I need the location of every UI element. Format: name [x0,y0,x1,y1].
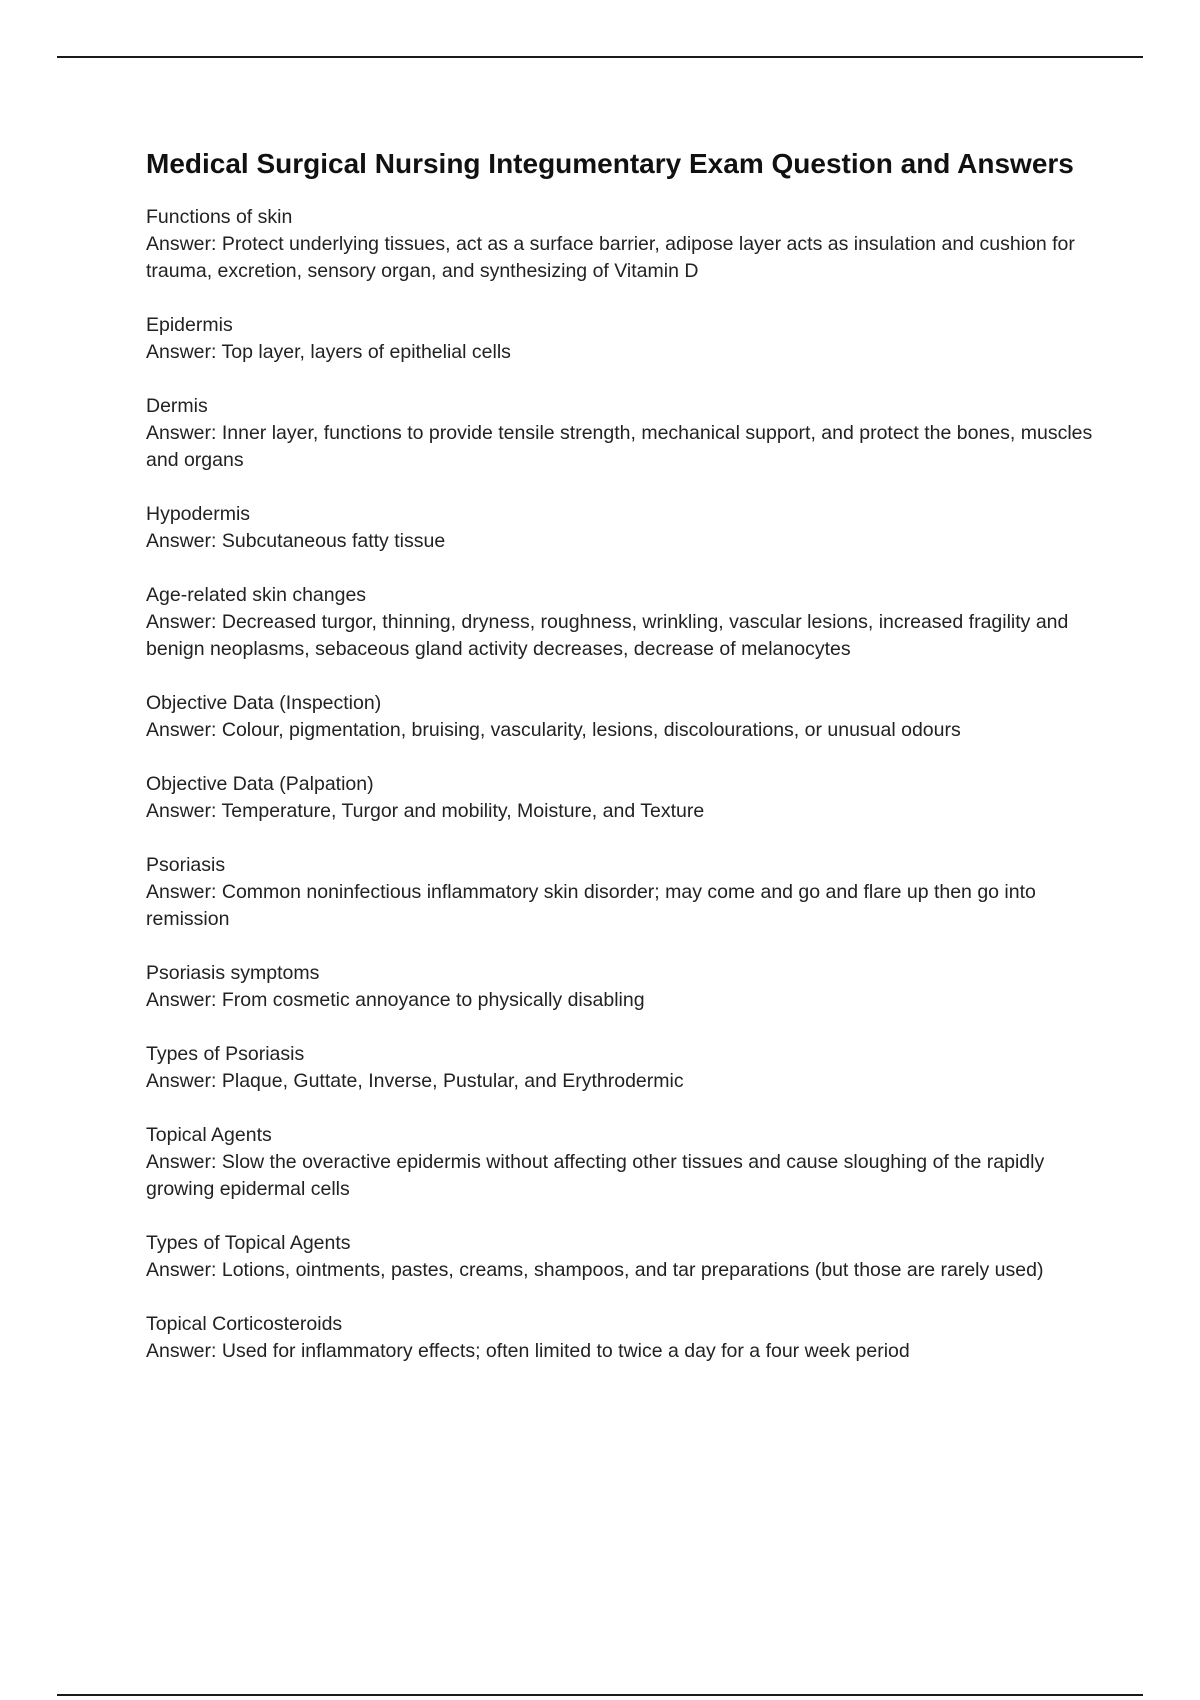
qa-item [146,312,1096,366]
qa-item [146,1311,1096,1365]
qa-question: Dermis [146,395,208,417]
qa-question: Types of Topical Agents [146,1232,351,1254]
qa-answer: Answer: Subcutaneous fatty tissue [146,530,446,552]
qa-answer: Answer: Decreased turgor, thinning, dryness, roughness, wrinkling, vascular lesions, increased fragility and benign neoplasms, sebaceous gland activity decreases, decrease of melanocytes [146,611,1069,660]
qa-question: Objective Data (Inspection) [146,692,382,714]
qa-answer: Answer: From cosmetic annoyance to physically disabling [146,989,645,1011]
qa-answer: Answer: Plaque, Guttate, Inverse, Pustular, and Erythrodermic [146,1070,684,1092]
qa-item [146,1122,1096,1203]
qa-question: Objective Data (Palpation) [146,773,374,795]
qa-question: Topical Agents [146,1124,272,1146]
qa-question: Epidermis [146,314,233,336]
qa-answer: Answer: Used for inflammatory effects; often limited to twice a day for a four week period [146,1340,910,1362]
document-title: Medical Surgical Nursing Integumentary Exam Question and Answers [146,148,1074,179]
document-body [146,146,1096,1392]
qa-question: Hypodermis [146,503,251,525]
qa-answer: Answer: Top layer, layers of epithelial cells [146,341,511,363]
qa-answer: Answer: Slow the overactive epidermis without affecting other tissues and cause sloughing of the rapidly growing epidermal cells [146,1151,1045,1200]
qa-question: Psoriasis symptoms [146,962,320,984]
qa-answer: Answer: Lotions, ointments, pastes, creams, shampoos, and tar preparations (but those are rarely used) [146,1259,1044,1281]
header-rule [57,56,1143,58]
qa-item [146,771,1096,825]
qa-question: Age-related skin changes [146,584,367,606]
qa-question: Functions of skin [146,206,293,228]
qa-answer: Answer: Common noninfectious inflammatory skin disorder; may come and go and flare up then go into remission [146,881,1036,930]
footer-rule [57,1694,1143,1696]
qa-item [146,1230,1096,1284]
qa-question: Topical Corticosteroids [146,1313,343,1335]
qa-item [146,690,1096,744]
qa-question: Types of Psoriasis [146,1043,305,1065]
qa-item [146,852,1096,933]
qa-item [146,501,1096,555]
qa-answer: Answer: Temperature, Turgor and mobility, Moisture, and Texture [146,800,705,822]
qa-question: Psoriasis [146,854,226,876]
qa-answer: Answer: Inner layer, functions to provide tensile strength, mechanical support, and protect the bones, muscles and organs [146,422,1093,471]
qa-answer: Answer: Colour, pigmentation, bruising, vascularity, lesions, discolourations, or unusual odours [146,719,961,741]
qa-item [146,960,1096,1014]
qa-item [146,204,1096,285]
qa-item [146,393,1096,474]
qa-item [146,1041,1096,1095]
qa-item [146,582,1096,663]
qa-answer: Answer: Protect underlying tissues, act as a surface barrier, adipose layer acts as insulation and cushion for trauma, excretion, sensory organ, and synthesizing of Vitamin D [146,233,1075,282]
